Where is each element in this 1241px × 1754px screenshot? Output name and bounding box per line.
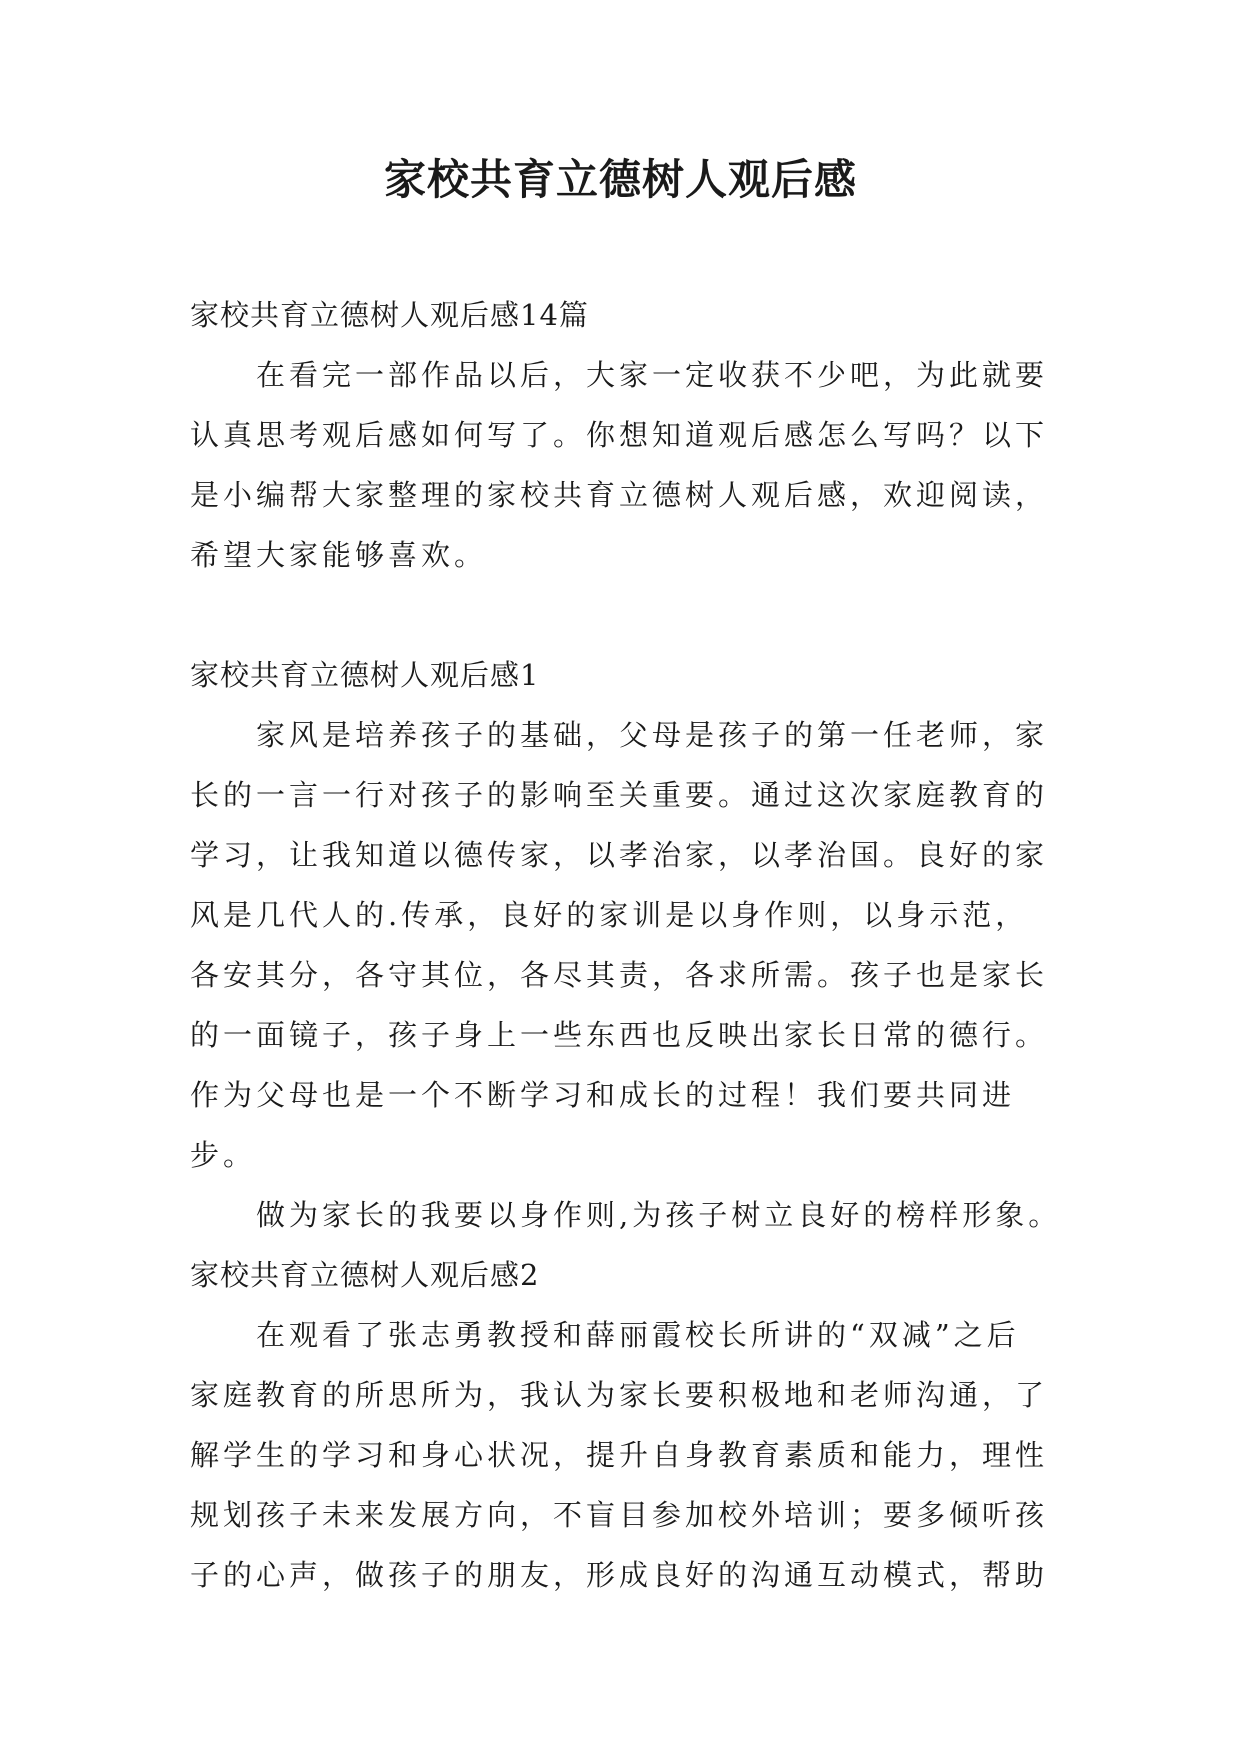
document-title: 家校共育立德树人观后感 bbox=[383, 155, 857, 204]
section-heading-2: 家校共育立德树人观后感2 bbox=[190, 1258, 540, 1292]
paragraph-line: 子的心声，做孩子的朋友，形成良好的沟通互动模式，帮助 bbox=[190, 1558, 1049, 1592]
paragraph-line: 解学生的学习和身心状况，提升自身教育素质和能力，理性 bbox=[190, 1438, 1049, 1472]
intro-paragraph bbox=[190, 345, 1060, 585]
section-2-paragraph-1 bbox=[190, 1305, 1060, 1605]
paragraph-line: 是小编帮大家整理的家校共育立德树人观后感，欢迎阅读， bbox=[190, 478, 1049, 512]
paragraph-line: 家风是培养孩子的基础，父母是孩子的第一任老师，家 bbox=[256, 718, 1049, 752]
document-body bbox=[190, 285, 1060, 1605]
paragraph-line: 认真思考观后感如何写了。你想知道观后感怎么写吗？以下 bbox=[190, 418, 1049, 452]
paragraph-line: 规划孩子未来发展方向，不盲目参加校外培训；要多倾听孩 bbox=[190, 1498, 1049, 1532]
paragraph-line: 在看完一部作品以后，大家一定收获不少吧，为此就要 bbox=[256, 358, 1049, 392]
section-heading-1: 家校共育立德树人观后感1 bbox=[190, 658, 540, 692]
paragraph-line: 希望大家能够喜欢。 bbox=[190, 538, 488, 572]
section-1-paragraph-1 bbox=[190, 705, 1060, 1185]
paragraph-line: 在观看了张志勇教授和薛丽霞校长所讲的“双减”之后 bbox=[256, 1318, 1020, 1352]
document-subtitle: 家校共育立德树人观后感14篇 bbox=[190, 298, 589, 332]
paragraph-line: 学习，让我知道以德传家，以孝治家，以孝治国。良好的家 bbox=[190, 838, 1049, 872]
paragraph-spacer bbox=[190, 585, 1060, 645]
paragraph-line: 各安其分，各守其位，各尽其责，各求所需。孩子也是家长 bbox=[190, 958, 1049, 992]
paragraph-line: 作为父母也是一个不断学习和成长的过程！我们要共同进 bbox=[190, 1078, 1016, 1112]
section-1-paragraph-2: 做为家长的我要以身作则,为孩子树立良好的榜样形象。 bbox=[256, 1198, 1062, 1232]
paragraph-line: 长的一言一行对孩子的影响至关重要。通过这次家庭教育的 bbox=[190, 778, 1049, 812]
paragraph-line: 风是几代人的.传承，良好的家训是以身作则，以身示范， bbox=[190, 898, 1029, 932]
paragraph-line: 家庭教育的所思所为，我认为家长要积极地和老师沟通，了 bbox=[190, 1378, 1049, 1412]
paragraph-line: 的一面镜子，孩子身上一些东西也反映出家长日常的德行。 bbox=[190, 1018, 1049, 1052]
paragraph-line: 步。 bbox=[190, 1138, 257, 1172]
